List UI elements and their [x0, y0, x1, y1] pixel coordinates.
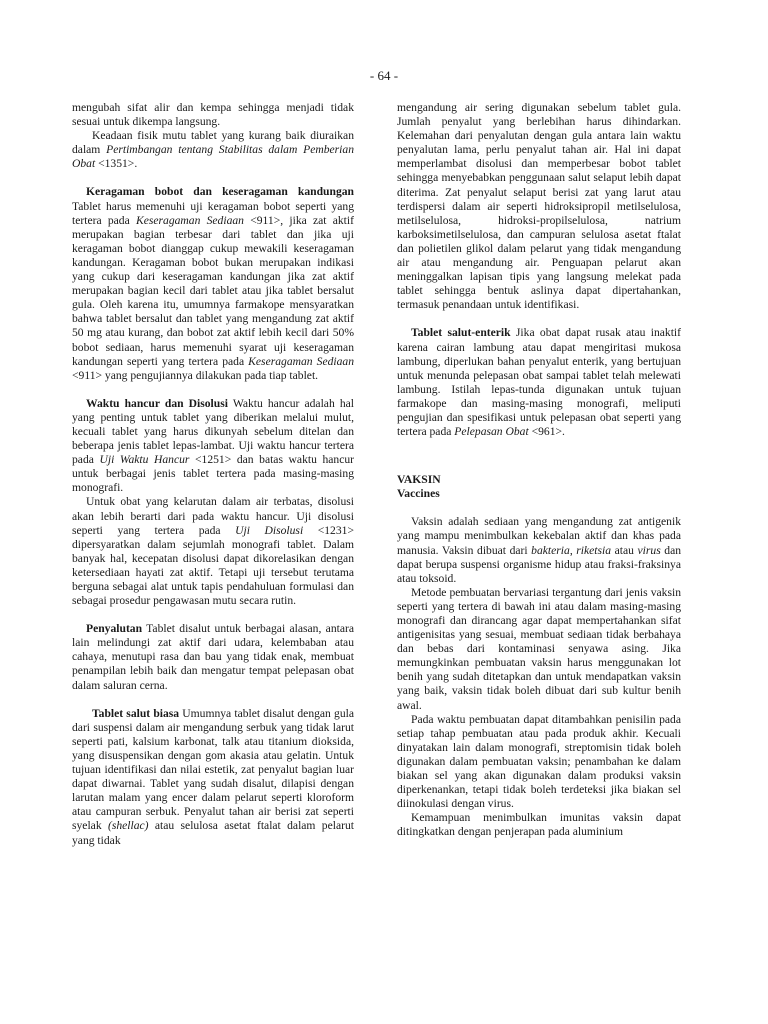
reference-title: Uji Disolusi — [235, 523, 304, 537]
monograph-subtitle: Vaccines — [397, 487, 440, 501]
paragraph — [72, 185, 354, 382]
reference-title: Pelepasan Obat — [454, 425, 529, 439]
italic-term: riketsia — [576, 543, 612, 557]
section-heading: Tablet salut biasa — [92, 706, 180, 720]
section-heading: Tablet salut-enterik — [411, 326, 511, 340]
reference-title: Pertimbangan tentang Stabilitas dalam Pemberian Obat — [72, 143, 354, 171]
reference-title: Uji Waktu Hancur — [99, 453, 190, 467]
reference-title: Keseragaman Sediaan — [135, 213, 244, 227]
paragraph-text: <1351>. — [95, 157, 138, 171]
italic-term: (shellac) — [107, 819, 149, 833]
paragraph-text: Waktu hancur adalah hal yang penting untuk tablet yang diberikan melalui mulut, kecuali tablet yang harus dikunyah sebelum ditelan dan beberapa jenis tablet lepas-lambat. Uji waktu hancur tertera pada — [72, 396, 354, 467]
paragraph-text: Vaksin adalah sediaan yang mengandung zat antigenik yang mampu menimbulkan kekebalan aktif dan khas pada manusia. Vaksin dibuat dari — [397, 515, 681, 557]
paragraph-text: Keadaan fisik mutu tablet yang kurang baik diuraikan dalam — [72, 129, 354, 157]
paragraph-text: dan dapat berupa suspensi organisme hidup atau fraksi-fraksinya atau toksoid. — [397, 543, 682, 585]
section-heading: Penyalutan — [86, 622, 143, 636]
left-column — [72, 101, 354, 848]
paragraph — [397, 101, 681, 312]
paragraph — [72, 129, 354, 171]
paragraph-text: <911>, jika zat aktif merupakan bagian terbesar dari tablet dan jika uji keragaman bobot dianggap cukup mewakili keseragaman kandungan. Keragaman bobot bukan merupakan indikasi yang cukup dari keseragaman kandungan jika zat aktif merupakan bagian kecil dari tablet atau jika tablet bersalut gula. Oleh karena itu, umumnya farmakope mensyaratkan bahwa tablet bersalut dan tablet yang mengandung zat aktif 50 mg atau kurang, dan bobot zat aktif lebih kecil dari 50% bobot sediaan, harus memenuhi syarat uji keseragaman kandungan seperti yang tertera pada — [72, 213, 354, 368]
paragraph — [72, 101, 354, 129]
paragraph-text: <1231> dipersyaratkan dalam sejumlah monografi tablet. Dalam banyak hal, kecepatan disolusi dapat dikorelasikan dengan ketersediaan hayati zat aktif. Tetapi uji tersebut terutama berguna sebagai alat untuk tapis pendahuluan formulasi dan sebagai prosedur pengawasan mutu secara rutin. — [72, 523, 354, 608]
paragraph-text: <911> yang pengujiannya dilakukan pada tiap tablet. — [72, 368, 319, 382]
paragraph: Metode pembuatan bervariasi tergantung dari jenis vaksin seperti yang tertera di bawah ini atau dalam masing-masing monografi dan dirancang agar dapat mempertahankan sifat antigenisitas yang sesuai, membuat sediaan tidak berbahaya dan bebas dari kontaminasi senyawa asing. Jika memungkinkan pembuatan vaksin harus menggunakan lot benih yang sudah ditetapkan dan untuk mendapatkan vaksin yang baik, vaksin tidak boleh dibuat dari sub kultur benih awal. — [397, 585, 681, 712]
paragraph: Kemampuan menimbulkan imunitas vaksin dapat ditingkatkan dengan penjerapan pada aluminium — [397, 811, 681, 839]
page-number: - 64 - — [369, 68, 399, 83]
paragraph-text: , — [569, 543, 577, 557]
paragraph — [397, 515, 681, 585]
reference-title: Keseragaman Sediaan — [248, 354, 355, 368]
paragraph — [72, 397, 354, 496]
paragraph-text: mengandung air sering digunakan sebelum tablet gula. Jumlah penyalut yang berlebihan harus dihindarkan. Kelemahan dari penyalutan dengan gula antara lain waktu penyalutan lama, perlu penyalut tahan air. Hal ini dapat memperlambat disolusi dan memperbesar bobot tablet sehingga menyebabkan penggunaan salut selaput lebih dapat diterima. Zat penyalut selaput berisi zat yang larut atau terdispersi dalam air seperti hidroksipropil metilselulosa, metilselulosa, hidroksi-propilselulosa, natrium karboksimetilselulosa, dan campuran selulosa asetat ftalat dan polietilen glikol dalam pelarut yang tidak mengandung air atau mengandung air. Penguapan pelarut akan meninggalkan lapisan tipis yang langsung melekat pada tablet sehingga bentuk aslinya dapat dipertahankan, termasuk penandaan untuk identifikasi. — [397, 101, 681, 312]
paragraph-text: Tablet disalut untuk berbagai alasan, antara lain melindungi zat aktif dari udara, kelembaban atau cahaya, menutupi rasa dan bau yang tidak enak, membuat penampilan lebih baik dan mengatur tempat pelepasan obat dalam saluran cerna. — [72, 622, 354, 692]
paragraph-text: Jika obat dapat rusak atau inaktif karena cairan lambung atau dapat mengiritasi mukosa lambung, diperlukan bahan penyalut enterik, yang bertujuan untuk menunda pelepasan obat sampai tablet telah melewati lambung. Istilah lepas-tunda digunakan untuk tujuan farmakope dan masing-masing monografi, meliputi pengujian dan spesifikasi untuk pelepasan obat seperti yang tertera pada — [397, 326, 681, 439]
paragraph-text: atau selulosa asetat ftalat dalam pelarut yang tidak — [72, 819, 354, 847]
section-heading: Keragaman bobot dan keseragaman kandungan — [86, 185, 354, 199]
paragraph-text: <1251> dan batas waktu hancur untuk berbagai jenis tablet tertera pada masing-masing monografi. — [72, 453, 354, 495]
paragraph — [72, 622, 354, 692]
paragraph — [72, 707, 354, 848]
paragraph-text: Untuk obat yang kelarutan dalam air terbatas, disolusi akan lebih berarti dari pada waktu hancur. Uji disolusi seperti yang tertera pada — [72, 495, 354, 537]
monograph-title: VAKSIN — [397, 473, 441, 487]
paragraph-text: atau — [611, 543, 638, 557]
italic-term: virus — [637, 543, 661, 557]
section-heading: Waktu hancur dan Disolusi — [86, 396, 228, 410]
right-column — [397, 101, 681, 840]
paragraph — [72, 495, 354, 608]
paragraph: Pada waktu pembuatan dapat ditambahkan penisilin pada setiap tahap pembuatan atau pada produk akhir. Kecuali dinyatakan lain dalam monografi, streptomisin tidak boleh digunakan dalam pembuatan vaksin; penambahan ke dalam biakan sel yang akan digunakan dalam produksi vaksin diperkenankan, tetapi tidak boleh terdeteksi jika biakan sel diinokulasi dengan virus. — [397, 712, 681, 811]
paragraph-text: <961>. — [528, 425, 565, 439]
paragraph-text: Tablet harus memenuhi uji keragaman bobot seperti yang tertera pada — [72, 199, 354, 227]
paragraph-text: mengubah sifat alir dan kempa sehingga menjadi tidak sesuai untuk dikempa langsung. — [72, 101, 354, 129]
italic-term: bakteria — [531, 543, 570, 557]
paragraph-text: Umumnya tablet disalut dengan gula dari suspensi dalam air mengandung serbuk yang tidak larut seperti pati, kalsium karbonat, talk atau titanium dioksida, yang disuspensikan dengan gom akasia atau gelatin. Untuk tujuan identifikasi dan nilai estetik, zat penyalut bagian luar dapat diwarnai. Tablet yang sudah disalut, dilapisi dengan larutan malam yang encer dalam pelarut seperti kloroform atau campuran serbuk. Penyalut tahan air berisi zat seperti syelak — [72, 706, 354, 833]
paragraph — [397, 326, 681, 439]
